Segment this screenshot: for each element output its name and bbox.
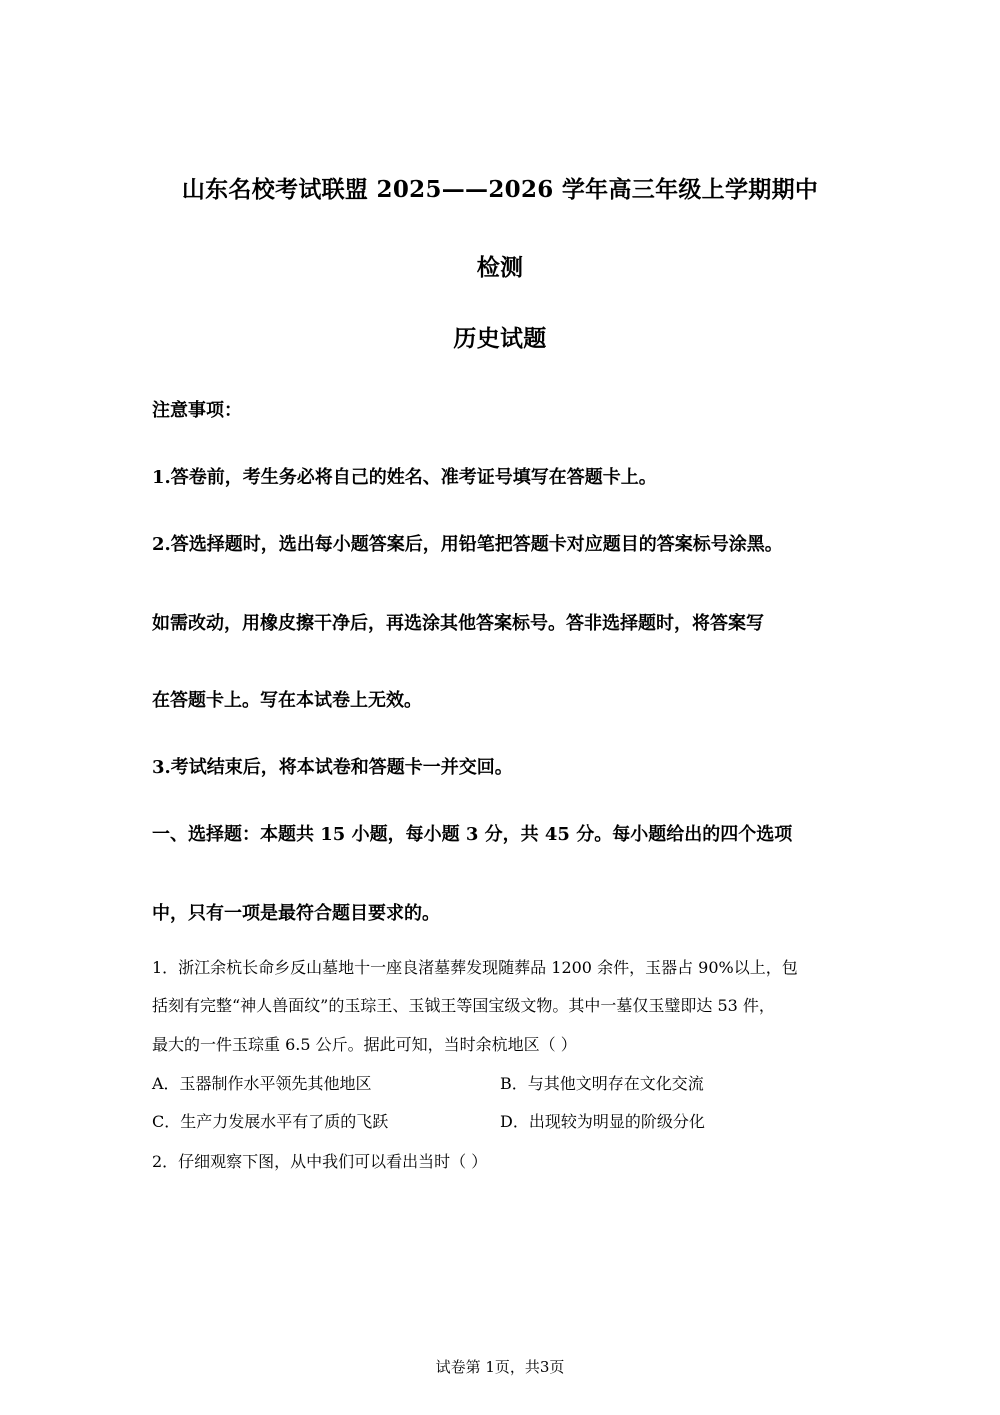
section-heading-line-b: 中，只有一项是最符合题目要求的。	[152, 903, 440, 924]
question-1-option-b: B．与其他文明存在文化交流	[500, 1074, 704, 1093]
section-heading-line-a: 一、选择题：本题共 15 小题，每小题 3 分，共 45 分。每小题给出的四个选项	[152, 824, 793, 845]
page-footer: 试卷第 1页，共3页	[435, 1358, 565, 1376]
question-1-option-d: D．出现较为明显的阶级分化	[500, 1112, 705, 1131]
exam-title-line1: 山东名校考试联盟 2025——2026 学年高三年级上学期期中	[181, 176, 819, 203]
question-1-option-c: C．生产力发展水平有了质的飞跃	[152, 1112, 389, 1131]
question-1-option-a: A．玉器制作水平领先其他地区	[152, 1074, 372, 1093]
note-line-1: 1.答卷前，考生务必将自己的姓名、准考证号填写在答题卡上。	[152, 467, 657, 488]
question-2-line-a: 2．仔细观察下图，从中我们可以看出当时（ ）	[152, 1152, 488, 1171]
notes-heading: 注意事项：	[152, 400, 242, 421]
question-1-line-a: 1．浙江余杭长命乡反山墓地十一座良渚墓葬发现随葬品 1200 余件，玉器占 90%以上，包	[152, 958, 798, 977]
note-line-3: 3.考试结束后，将本试卷和答题卡一并交回。	[152, 757, 513, 778]
note-line-2a: 2.答选择题时，选出每小题答案后，用铅笔把答题卡对应题目的答案标号涂黑。	[152, 534, 783, 555]
exam-title-line2: 检测	[476, 254, 524, 281]
question-1-line-b: 括刻有完整“神人兽面纹”的玉琮王、玉钺王等国宝级文物。其中一墓仅玉璧即达 53 件，	[152, 996, 775, 1015]
subject-title: 历史试题	[453, 325, 547, 352]
note-line-2b: 如需改动，用橡皮擦干净后，再选涂其他答案标号。答非选择题时，将答案写	[152, 613, 764, 634]
question-1-line-c: 最大的一件玉琮重 6.5 公斤。据此可知，当时余杭地区（ ）	[152, 1035, 577, 1054]
note-line-2c: 在答题卡上。写在本试卷上无效。	[152, 690, 422, 711]
